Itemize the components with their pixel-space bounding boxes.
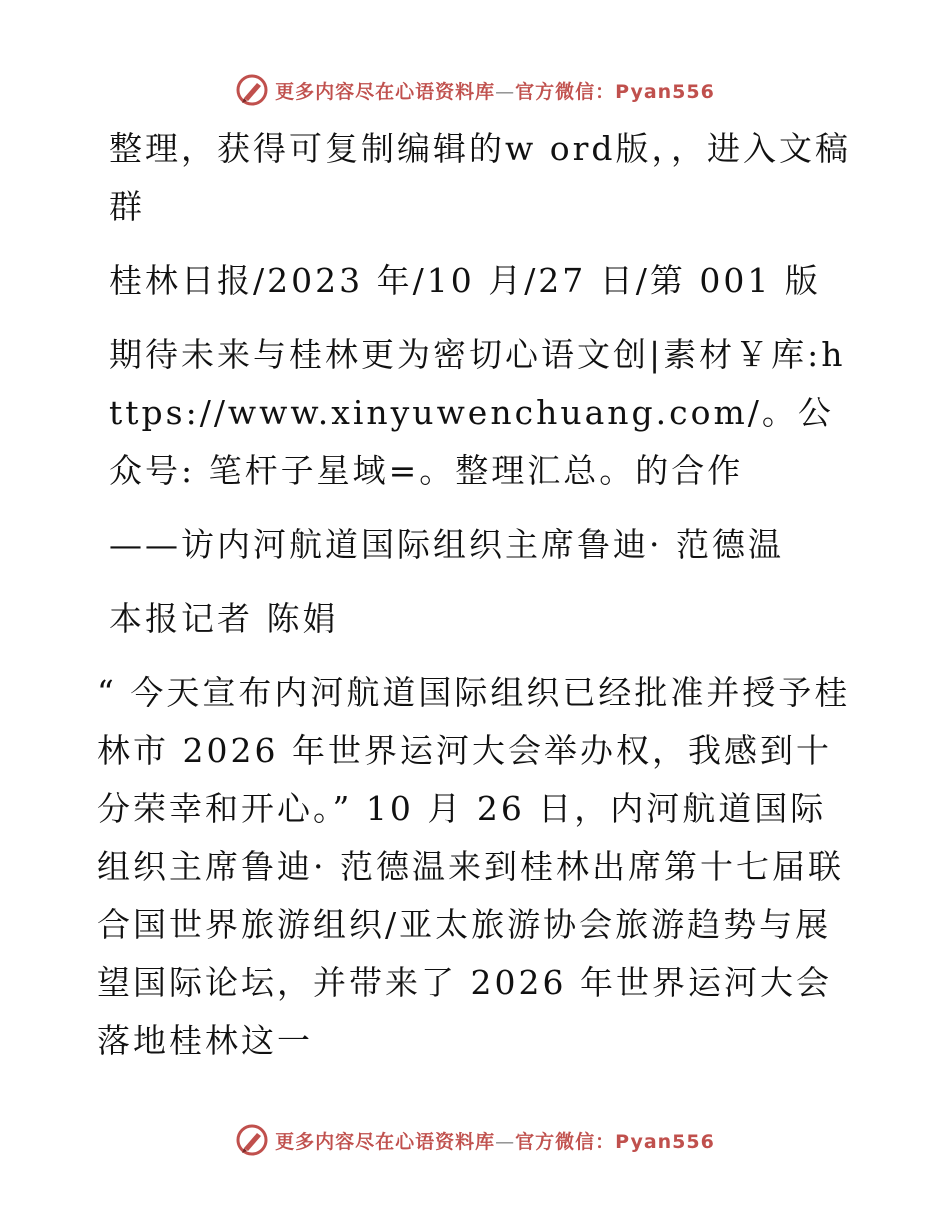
banner-site-text: 更多内容尽在心语资料库 [275,80,496,103]
red-pen-circle-logo-icon [235,73,269,107]
paragraph-body: “ 今天宣布内河航道国际组织已经批准并授予桂林市 2026 年世界运河大会举办权，我感到十分荣幸和开心。” 10 月 26 日，内河航道国际组织主席鲁迪· 范德温来到桂林出席第十七届联合国世界旅游组织/亚太旅游协会旅游趋势与展望国际论坛，并带来了 2026 年世界运河大会落地桂林这一 [97,673,851,1060]
paragraph-source: 桂林日报/2023 年/10 月/27 日/第 001 版 [109,261,821,300]
paragraph-byline: 本报记者 陈娟 [109,599,339,638]
banner-text [275,1127,715,1154]
banner-site-text: 更多内容尽在心语资料库 [275,1130,496,1153]
red-pen-circle-logo-icon [235,1123,269,1157]
paragraph-title: 期待未来与桂林更为密切心语文创|素材￥库:https://www.xinyuwenchuang.com/。公众号: 笔杆子星域=。整理汇总。的合作 [109,335,846,490]
paragraph-intro: 整理，获得可复制编辑的w ord版，，进入文稿群 [109,129,852,226]
footer-banner [0,1120,950,1160]
header-banner [0,70,950,110]
banner-separator: — [495,1130,516,1153]
banner-separator: — [495,80,516,103]
document-body [97,120,857,1086]
banner-wechat-text: 官方微信：Pyan556 [515,1130,715,1153]
banner-text [275,77,715,104]
banner-wechat-text: 官方微信：Pyan556 [515,80,715,103]
paragraph-subtitle: ——访内河航道国际组织主席鲁迪· 范德温 [109,525,784,564]
